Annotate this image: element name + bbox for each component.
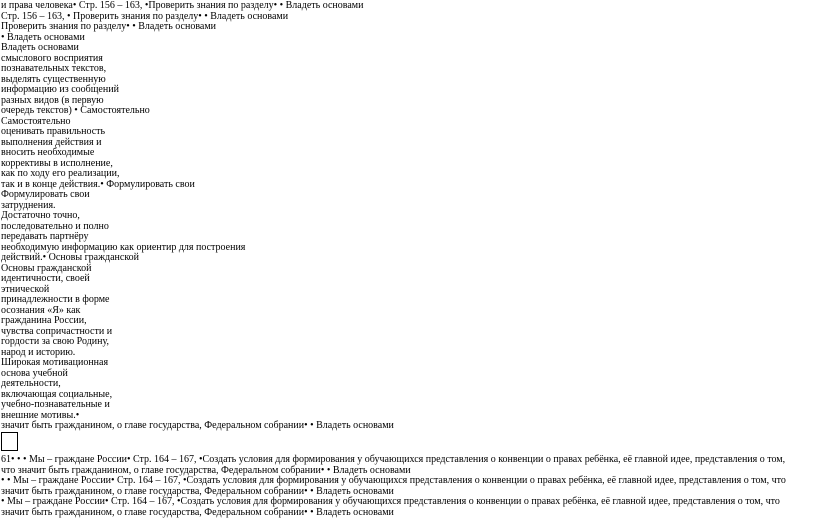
text-line: значит быть гражданином, о главе государства, Федеральном собрании• • Владеть основами [1,420,394,431]
text-line: коррективы в исполнение, [1,158,113,169]
text-line: так и в конце действия.• Формулировать свои [1,179,195,190]
text-line: принадлежности в форме [1,294,110,305]
text-line: необходимую информацию как ориентир для построения [1,242,246,253]
text-line: основа учебной [1,368,68,379]
text-line: выполнения действия и [1,137,102,148]
text-line: идентичности, своей [1,273,90,284]
text-line: передавать партнёру [1,231,89,242]
text-line: Владеть основами [1,42,79,53]
text-line: учебно-познавательные и [1,399,110,410]
text-paragraph: • Мы – граждане России• Стр. 164 – 167, •Создать условия для формирования у обучающихся представления о конвенции о правах ребёнка, её главной идее, представления о том, что значит быть гражданином, о главе государства, Федеральном собрании• • Владеть основами [1,496,780,518]
text-line: деятельности, [1,378,61,389]
text-line: гордости за свою Родину, [1,336,109,347]
text-line: очередь текстов) • Самостоятельно [1,105,150,116]
text-line: народ и историю. [1,347,76,358]
text-line: осознания «Я» как [1,305,81,316]
text-line: Самостоятельно [1,116,71,127]
text-line: как по ходу его реализации, [1,168,120,179]
text-line: оценивать правильность [1,126,106,137]
text-line: Проверить знания по разделу• • Владеть основами [1,21,217,32]
text-paragraph: • • Мы – граждане России• Стр. 164 – 167, •Создать условия для формирования у обучающихся представления о конвенции о правах ребёнка, её главной идее, представления о том, что значит быть гражданином, о главе государства, Федеральном собрании• • Владеть основами [1,475,786,497]
text-line: включающая социальные, [1,389,113,400]
text-line: Достаточно точно, [1,210,80,221]
text-line: чувства сопричастности и [1,326,113,337]
text-line: вносить необходимые [1,147,95,158]
text-line: • Владеть основами [1,32,85,43]
text-line: последовательно и полно [1,221,109,232]
text-line: Стр. 156 – 163, • Проверить знания по разделу• • Владеть основами [1,11,289,22]
text-line: информацию из сообщений [1,84,119,95]
text-line: разных видов (в первую [1,95,104,106]
text-line: Основы гражданской [1,263,92,274]
text-line: этнической [1,284,50,295]
text-line: Формулировать свои [1,189,90,200]
text-line: затруднения. [1,200,56,211]
empty-box [1,432,18,451]
text-line: познавательных текстов, [1,63,107,74]
text-line: Широкая мотивационная [1,357,109,368]
text-paragraph: 61• • • Мы – граждане России• Стр. 164 – 167, •Создать условия для формирования у обучающихся представления о конвенции о правах ребёнка, её главной идее, представления о том, что значит быть гражданином, о главе государства, Федеральном собрании• • Владеть основами [1,454,786,476]
text-line: внешние мотивы.• [1,410,80,421]
text-line: и права человека• Стр. 156 – 163, •Проверить знания по разделу• • Владеть основами [1,0,364,11]
text-line: гражданина России, [1,315,87,326]
text-line: выделять существенную [1,74,106,85]
text-line: смыслового восприятия [1,53,103,64]
text-line: действий.• Основы гражданской [1,252,140,263]
